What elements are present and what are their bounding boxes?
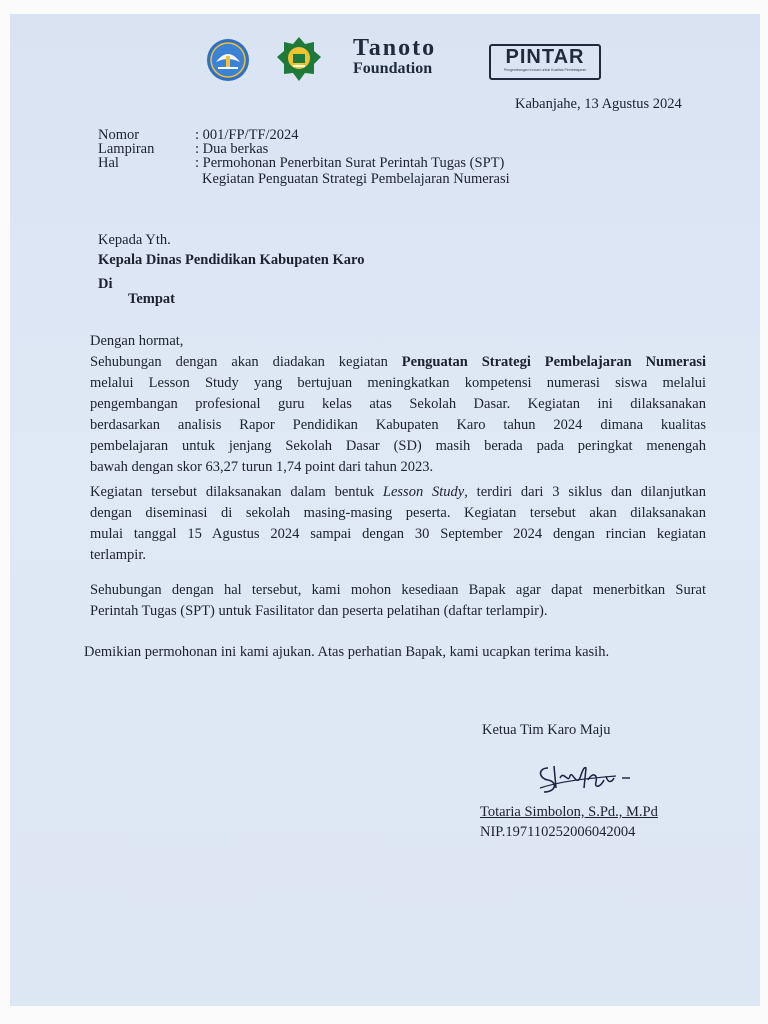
paragraph-1-line-4: berdasarkan analisis Rapor Pendidikan Kabupaten Karo tahun 2024 dimana kualitas [90, 417, 706, 433]
pintar-tagline: Pengembangan Inovasi untuk Kualitas Pembelajaran [503, 68, 587, 72]
recipient-greeting: Kepada Yth. [98, 232, 171, 248]
kemenag-logo [276, 36, 322, 82]
tanoto-wordmark: Tanoto [353, 35, 437, 61]
recipient-place: Tempat [128, 291, 175, 307]
paragraph-3-line-1: Sehubungan dengan hal tersebut, kami mohon kesediaan Bapak agar dapat menerbitkan Surat [90, 582, 706, 598]
meta-label-hal: Hal [98, 155, 119, 171]
meta-value-hal-continuation: Kegiatan Penguatan Strategi Pembelajaran Numerasi [202, 171, 510, 187]
meta-value-nomor: : 001/FP/TF/2024 [195, 127, 299, 143]
paragraph-2 [90, 482, 706, 566]
signatory-title: Ketua Tim Karo Maju [482, 722, 611, 738]
paragraph-2-line-3: mulai tanggal 15 Agustus 2024 sampai dengan 30 September 2024 dengan rincian kegiatan [90, 526, 706, 542]
meta-label-lampiran: Lampiran [98, 141, 155, 157]
letterhead [10, 36, 760, 86]
letter-paper [10, 14, 760, 1006]
paragraph-1-line-2: melalui Lesson Study yang bertujuan meningkatkan kompetensi numerasi siswa melalui [90, 375, 706, 391]
tanoto-foundation-logo [353, 36, 436, 77]
paragraph-3 [90, 580, 706, 622]
kemdikbud-tut-wuri-handayani-logo [206, 38, 250, 82]
paragraph-2-line-2: dengan diseminasi di sekolah masing-masing peserta. Kegiatan tersebut akan dilaksanakan [90, 505, 706, 521]
paragraph-1-line-6: bawah dengan skor 63,27 turun 1,74 point dari tahun 2023. [90, 459, 434, 475]
paragraph-1-line-1-text: Sehubungan dengan akan diadakan kegiatan [90, 354, 402, 370]
salutation: Dengan hormat, [90, 333, 184, 349]
meta-label-nomor: Nomor [98, 127, 140, 143]
letter-date: Kabanjahe, 13 Agustus 2024 [515, 96, 682, 112]
paragraph-1-line-3: pengembangan profesional guru kelas atas Sekolah Dasar. Kegiatan ini dilaksanakan [90, 396, 706, 412]
paragraph-1-line-5: pembelajaran untuk jenjang Sekolah Dasar (SD) masih berada pada peringkat menengah [90, 438, 706, 454]
paragraph-2-lesson-study: Lesson Study [382, 484, 465, 500]
pintar-wordmark: PINTAR [505, 46, 585, 68]
paragraph-4: Demikian permohonan ini kami ajukan. Atas perhatian Bapak, kami ucapkan terima kasih. [84, 644, 610, 660]
foundation-wordmark: Foundation [353, 60, 433, 77]
paragraph-3-line-2: Perintah Tugas (SPT) untuk Fasilitator dan peserta pelatihan (daftar terlampir). [90, 603, 548, 619]
handwritten-signature [534, 758, 634, 798]
signatory-nip: NIP.197110252006042004 [480, 824, 636, 840]
paragraph-2-line-4: terlampir. [90, 547, 146, 563]
signatory-name: Totaria Simbolon, S.Pd., M.Pd [480, 804, 658, 820]
pintar-logo [489, 44, 601, 80]
paragraph-1-highlight: Penguatan Strategi Pembelajaran Numerasi [401, 354, 706, 370]
paragraph-2-line-1-post: , terdiri dari 3 siklus dan dilanjutkan [464, 484, 706, 500]
meta-value-hal: : Permohonan Penerbitan Surat Perintah Tugas (SPT) [195, 155, 505, 171]
paragraph-1-line-1 [90, 352, 706, 373]
paragraph-1 [90, 352, 706, 478]
recipient-name: Kepala Dinas Pendidikan Kabupaten Karo [98, 252, 365, 268]
meta-value-lampiran: : Dua berkas [195, 141, 269, 157]
recipient-di: Di [98, 276, 113, 292]
paragraph-2-line-1-pre: Kegiatan tersebut dilaksanakan dalam bentuk [90, 484, 383, 500]
paragraph-2-line-1 [90, 482, 706, 503]
